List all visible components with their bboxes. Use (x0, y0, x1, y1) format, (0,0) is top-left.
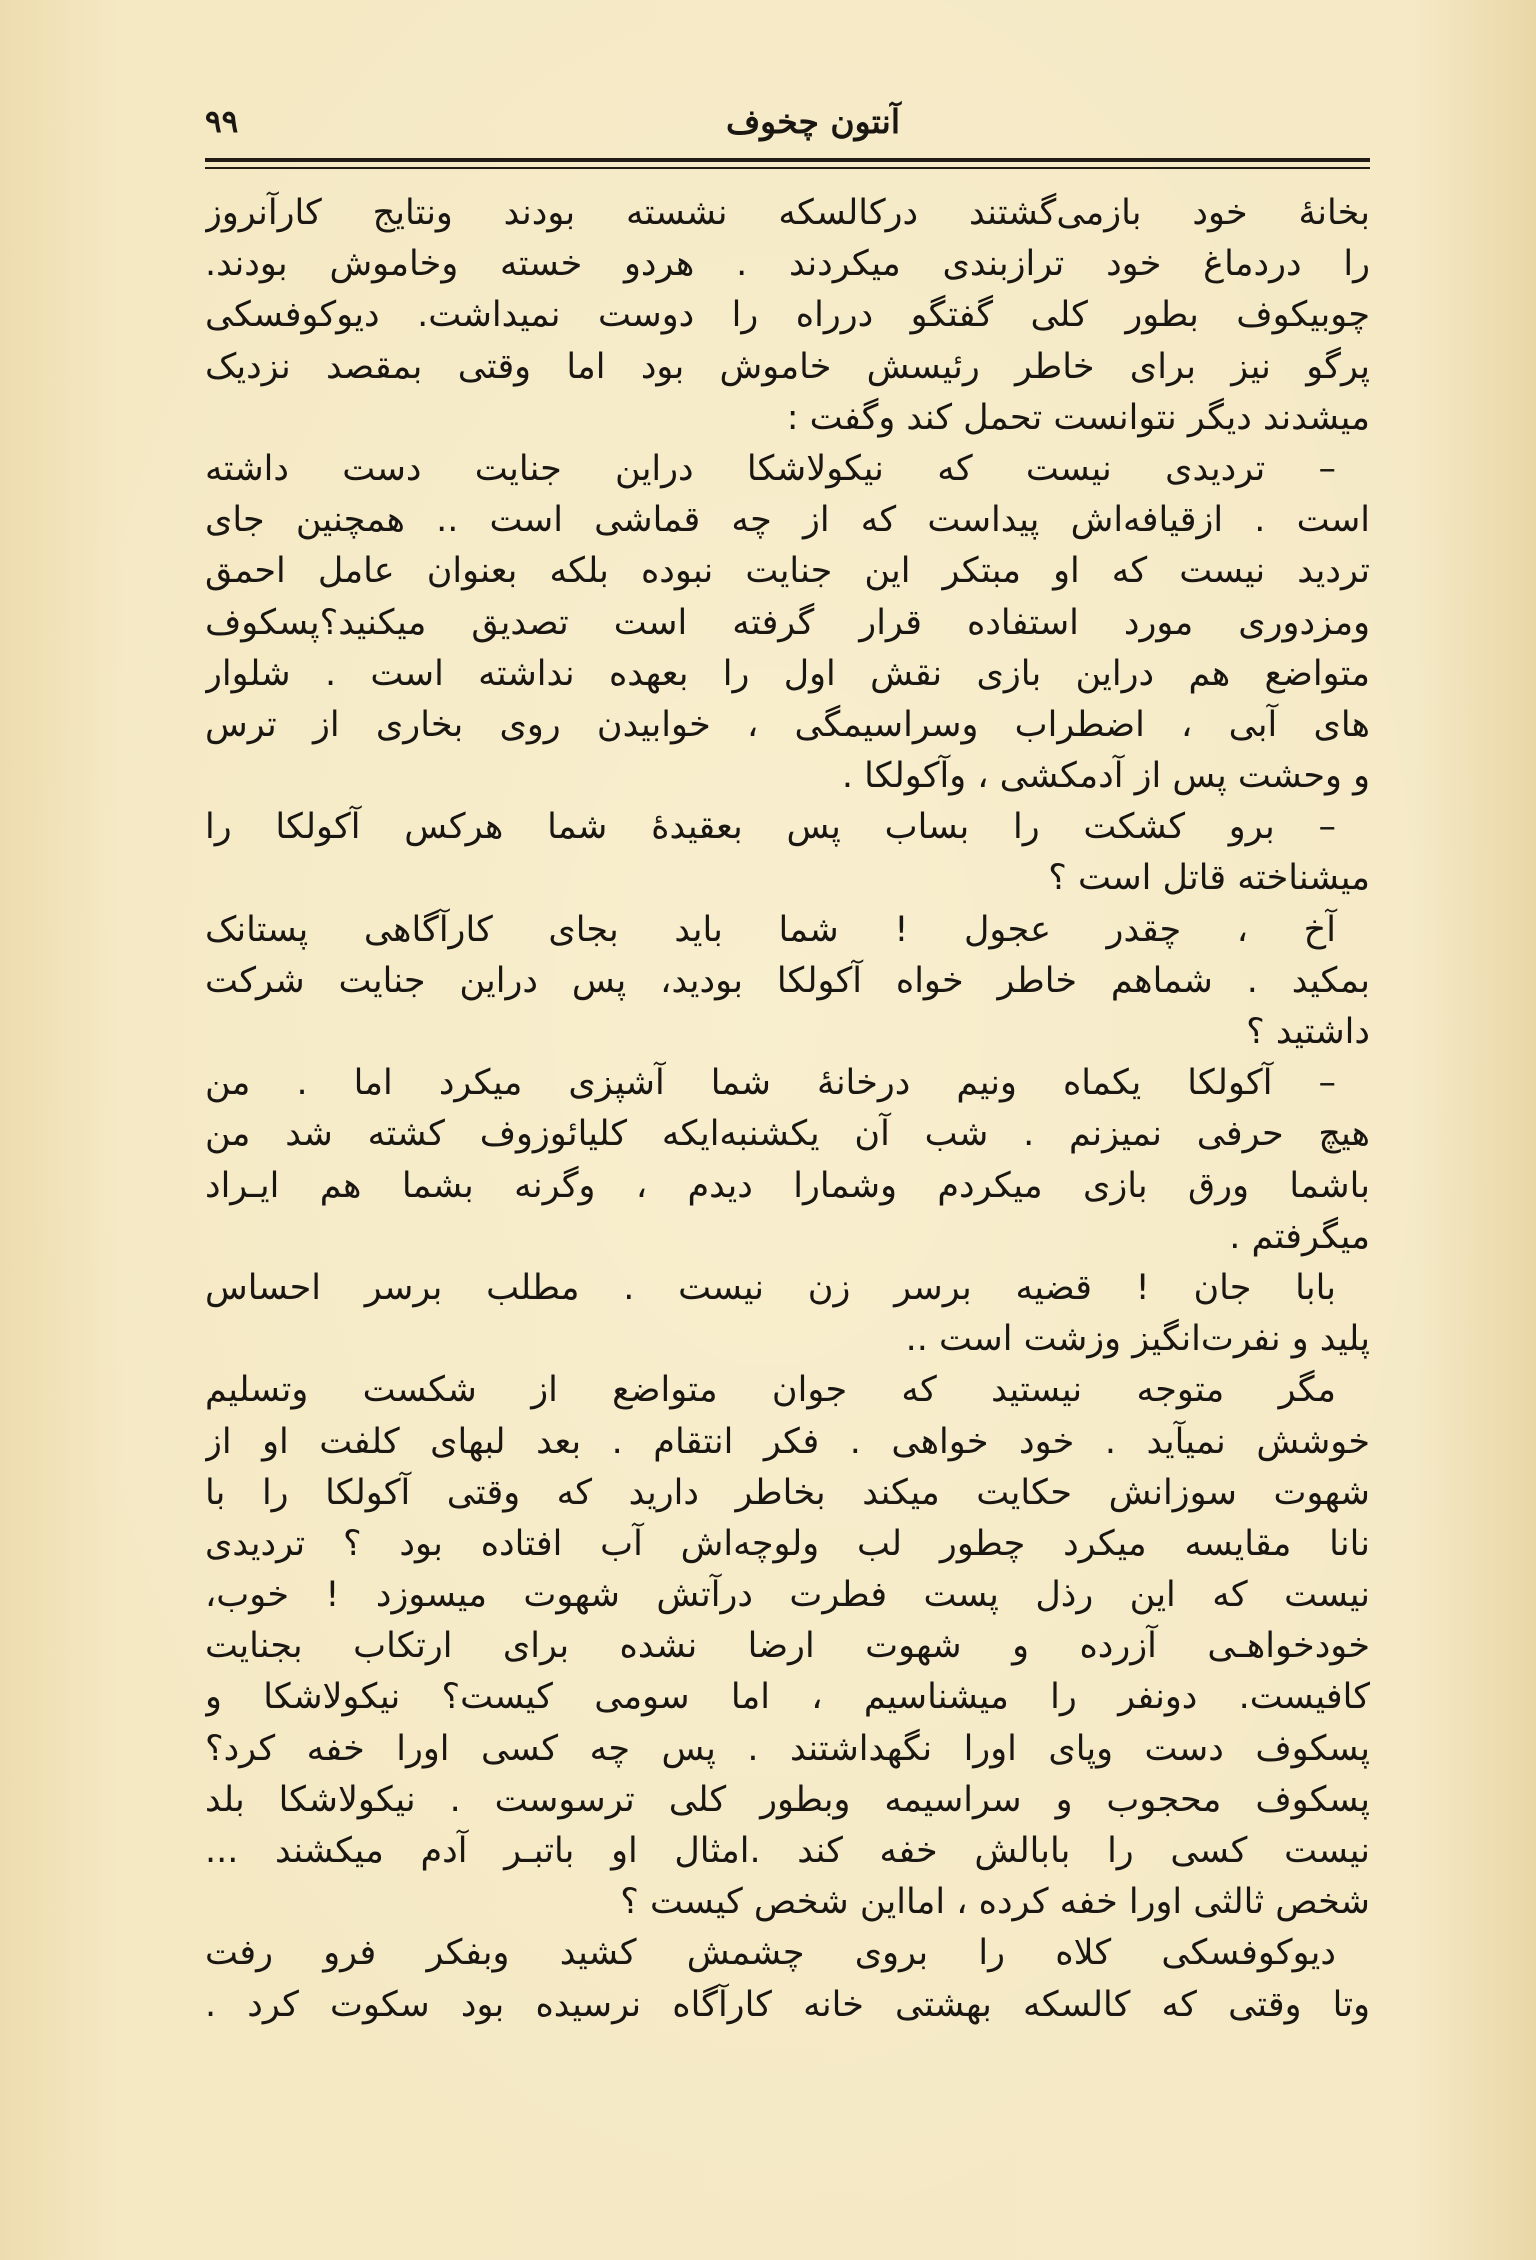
text-line: بخانهٔ خود بازمی‌گشتند درکالسکه نشسته بودند ونتایج کارآنروز (205, 193, 1370, 233)
text-line: شخص ثالثی اورا خفه کرده ، امااین شخص کیست ؟ (620, 1882, 1370, 1923)
text-line: – آکولکا یکماه ونیم درخانهٔ شما آشپزی میکرد اما . من (205, 1063, 1336, 1104)
text-line: پسکوف محجوب و سراسیمه وبطور کلی ترسوست . نیکولاشکا بلد (205, 1779, 1370, 1820)
text-line: پسکوف دست وپای اورا نگهداشتند . پس چه کسی اورا خفه کرد؟ (205, 1728, 1370, 1769)
text-line: داشتید ؟ (1246, 1012, 1370, 1052)
header-rule-thick (205, 158, 1370, 162)
text-line: آخ ، چقدر عجول ! شما باید بجای کارآگاهی پستانک (205, 909, 1336, 950)
text-line: و وحشت پس از آدمکشی ، وآکولکا . (841, 756, 1370, 797)
text-line: نانا مقایسه میکرد چطور لب ولوچه‌اش آب افتاده بود ؟ تردیدی (205, 1523, 1370, 1564)
page-number: ۹۹ (205, 104, 239, 140)
text-line: های آبی ، اضطراب وسراسیمگی ، خوابیدن روی بخاری از ترس (205, 704, 1370, 745)
text-line: است . ازقیافه‌اش پیداست که از چه قماشی است .. همچنین جای (205, 500, 1370, 541)
text-line: میگرفتم . (1229, 1216, 1370, 1257)
text-line: باشما ورق بازی میکردم وشمارا دیدم ، وگرنه بشما هم ایـراد (205, 1165, 1370, 1206)
text-line: کافیست. دونفر را میشناسیم ، اما سومی کیست؟ نیکولاشکا و (205, 1677, 1370, 1718)
text-line: میشدند دیگر نتوانست تحمل کند وگفت : (786, 397, 1370, 438)
text-line: – تردیدی نیست که نیکولاشکا دراین جنایت دست داشته (205, 448, 1336, 489)
text-line: میشناخته قاتل است ؟ (1048, 858, 1370, 899)
text-line: شهوت سوزانش حکایت میکند بخاطر دارید که وقتی آکولکا را با (205, 1472, 1370, 1513)
text-line: بمکید . شماهم خاطر خواه آکولکا بودید، پس دراین جنایت شرکت (205, 960, 1370, 1001)
header-rule-thin (205, 167, 1370, 169)
text-line: خوشش نمیآید . خود خواهی . فکر انتقام . بعد لبهای کلفت او از (205, 1421, 1370, 1462)
text-line: مگر متوجه نیستید که جوان متواضع از شکست وتسلیم (205, 1370, 1336, 1411)
text-line: را دردماغ خود ترازبندی میکردند . هردو خسته وخاموش بودند. (205, 244, 1370, 285)
running-header (205, 88, 1370, 158)
text-line: وتا وقتی که کالسکه بهشتی خانه کارآگاه نرسیده بود سکوت کرد . (205, 1984, 1370, 2025)
text-line: دیوکوفسکی کلاه را بروی چشمش کشید وبفکر فرو رفت (205, 1933, 1336, 1974)
text-line: چوبیکوف بطور کلی گفتگو درراه را دوست نمیداشت. دیوکوفسکی (205, 295, 1370, 336)
text-line: – برو کشکت را بساب پس بعقیدهٔ شما هرکس آکولکا را (205, 807, 1336, 848)
text-line: پلید و نفرت‌انگیز وزشت است .. (905, 1319, 1370, 1360)
text-line: متواضع هم دراین بازی نقش اول را بعهده نداشته است . شلوار (205, 653, 1370, 694)
text-line: خودخواهـی آزرده و شهوت ارضا نشده برای ارتکاب بجنایت (205, 1626, 1370, 1667)
text-line: بابا جان ! قضیه برسر زن نیست . مطلب برسر احساس (205, 1267, 1336, 1308)
text-line: پرگو نیز برای خاطر رئیسش خاموش بود اما وقتی بمقصد نزدیک (205, 346, 1370, 387)
text-line: ومزدوری مورد استفاده قرار گرفته است تصدیق میکنید؟پسکوف (205, 602, 1370, 643)
text-line: نیست کسی را بابالش خفه کند .امثال او باتبـر آدم میکشند ... (205, 1831, 1370, 1871)
text-line: نیست که این رذل پست فطرت درآتش شهوت میسوزد ! خوب، (205, 1575, 1370, 1616)
header-title: آنتون چخوف (725, 102, 900, 141)
text-line: هیچ حرفی نمیزنم . شب آن یکشنبه‌ایکه کلیائوزوف کشته شد من (205, 1114, 1370, 1155)
body-text (205, 188, 1370, 2031)
text-line: تردید نیست که او مبتکر این جنایت نبوده بلکه بعنوان عامل احمق (205, 551, 1370, 592)
